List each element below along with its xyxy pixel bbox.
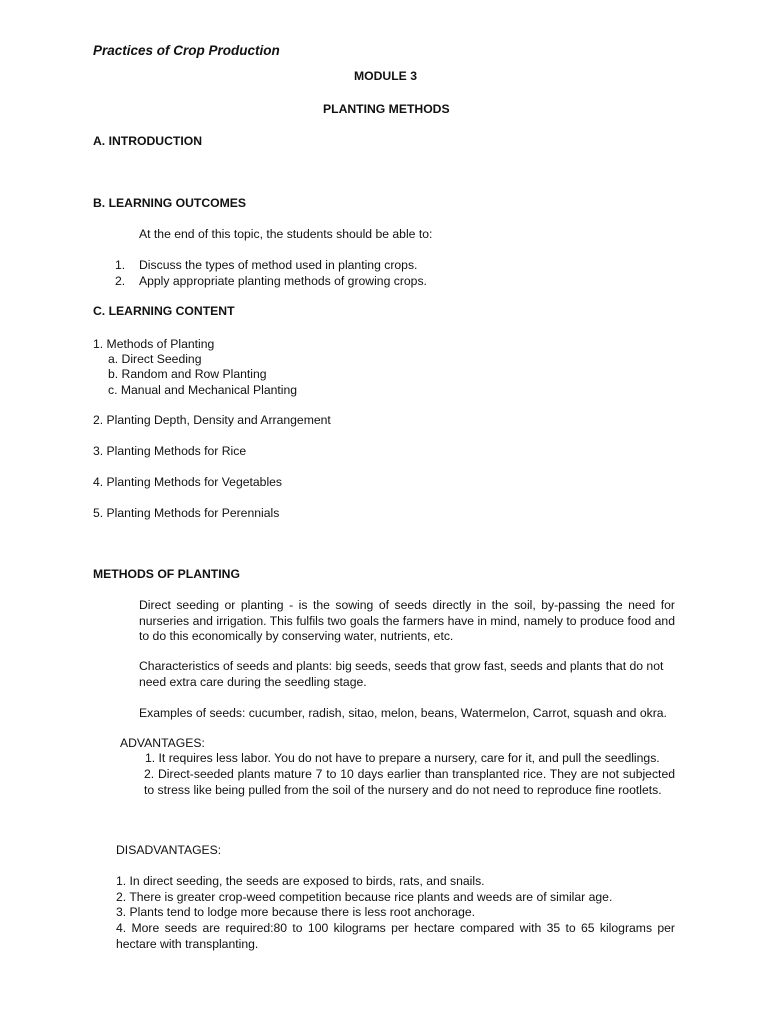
- learning-outcomes-heading: B. LEARNING OUTCOMES: [93, 196, 247, 210]
- content-subtopic-b: b. Random and Row Planting: [108, 367, 267, 381]
- introduction-heading: A. INTRODUCTION: [93, 134, 203, 148]
- content-topic-1: 1. Methods of Planting: [93, 337, 215, 351]
- disadvantage-item: 1. In direct seeding, the seeds are exposed to birds, rats, and snails.: [116, 874, 485, 888]
- advantage-item: 1. It requires less labor. You do not have to prepare a nursery, care for it, and pull the seedlings.: [145, 751, 660, 765]
- outcome-text: Apply appropriate planting methods of growing crops.: [139, 274, 427, 288]
- disadvantage-item: 4. More seeds are required:80 to 100 kilograms per hectare compared with 35 to 65 kilograms per hectare with transplanting.: [116, 921, 675, 951]
- content-subtopic-c: c. Manual and Mechanical Planting: [108, 383, 298, 397]
- learning-content-heading: C. LEARNING CONTENT: [93, 304, 235, 318]
- content-topic-5: 5. Planting Methods for Perennials: [93, 506, 280, 520]
- outcome-item: [115, 274, 427, 290]
- learning-outcomes-lead: At the end of this topic, the students should be able to:: [139, 227, 433, 241]
- disadvantages-heading: DISADVANTAGES:: [116, 843, 222, 857]
- content-topic-4: 4. Planting Methods for Vegetables: [93, 475, 283, 489]
- methods-heading: METHODS OF PLANTING: [93, 567, 240, 581]
- disadvantage-item: 2. There is greater crop-weed competition because rice plants and weeds are of similar age.: [116, 890, 613, 904]
- outcome-number: 1.: [115, 258, 126, 272]
- direct-seeding-paragraph: Direct seeding or planting - is the sowing of seeds directly in the soil, by-passing the need for nurseries and irrigation. This fulfils two goals the farmers have in mind, namely to produce food and to do this economically by conserving water, nutrients, etc.: [139, 598, 675, 643]
- outcome-text: Discuss the types of method used in planting crops.: [139, 258, 418, 272]
- advantage-item: 2. Direct-seeded plants mature 7 to 10 days earlier than transplanted rice. They are not subjected to stress like being pulled from the soil of the nursery and do not need to reproduce fine rootlets.: [144, 767, 675, 797]
- advantages-heading: ADVANTAGES:: [120, 736, 205, 750]
- outcome-number: 2.: [115, 274, 126, 288]
- outcome-item: [115, 258, 417, 274]
- characteristics-paragraph: Characteristics of seeds and plants: big seeds, seeds that grow fast, seeds and plants that do not need extra care during the seedling stage.: [139, 659, 664, 689]
- content-subtopic-a: a. Direct Seeding: [108, 352, 202, 366]
- module-label: MODULE 3: [354, 69, 417, 83]
- disadvantage-item: 3. Plants tend to lodge more because there is less root anchorage.: [116, 905, 476, 919]
- examples-paragraph: Examples of seeds: cucumber, radish, sitao, melon, beans, Watermelon, Carrot, squash and okra.: [139, 706, 667, 720]
- content-topic-2: 2. Planting Depth, Density and Arrangement: [93, 413, 331, 427]
- course-title: Practices of Crop Production: [93, 43, 280, 58]
- content-topic-3: 3. Planting Methods for Rice: [93, 444, 247, 458]
- module-title: PLANTING METHODS: [323, 102, 450, 116]
